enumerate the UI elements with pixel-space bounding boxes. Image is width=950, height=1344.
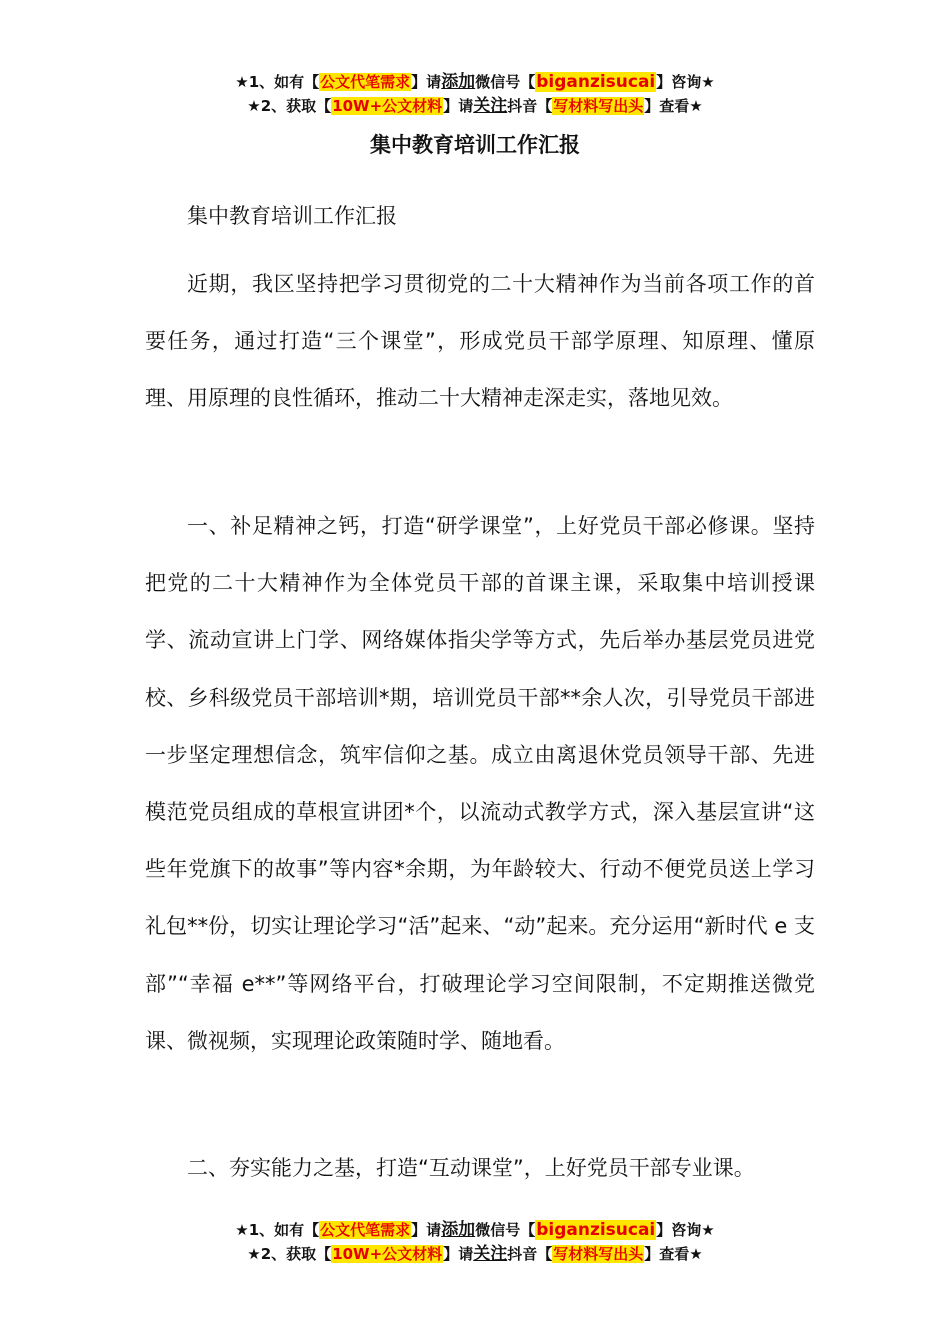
- banner-text: 】查看★: [644, 97, 703, 115]
- paragraph: 一、补足精神之钙，打造“研学课堂”，上好党员干部必修课。坚持把党的二十大精神作为全体党员干部的首课主课，采取集中培训授课学、流动宣讲上门学、网络媒体指尖学等方式，先后举办基层党员进党校、乡科级党员干部培训*期，培训党员干部**余人次，引导党员干部进一步坚定理想信念，筑牢信仰之基。成立由离退休党员领导干部、先进模范党员组成的草根宣讲团*个，以流动式教学方式，深入基层宣讲“这些年党旗下的故事”等内容*余期，为年龄较大、行动不便党员送上学习礼包**份，切实让理论学习“活”起来、“动”起来。充分运用“新时代 e 支部”“幸福 e**”等网络平台，打破理论学习空间限制，不定期推送微党课、微视频，实现理论政策随时学、随地看。: [145, 514, 815, 1053]
- body-paragraph-3: [145, 1140, 815, 1197]
- header-banner: [0, 70, 950, 118]
- subtitle-paragraph: 集中教育培训工作汇报: [187, 204, 397, 228]
- banner-text: ★2、获取【: [247, 97, 332, 115]
- douyin-id-highlight: 写材料写出头: [553, 97, 644, 115]
- banner-line-1: [0, 1218, 950, 1242]
- banner-text: 】咨询★: [656, 1221, 715, 1239]
- underlined-text: 关注: [473, 1244, 508, 1264]
- banner-text: 】请: [411, 1221, 442, 1239]
- body-paragraph-1: [145, 256, 815, 428]
- banner-text: 抖音【: [507, 1245, 553, 1263]
- douyin-id-highlight: 写材料写出头: [553, 1245, 644, 1263]
- banner-text: 】咨询★: [656, 73, 715, 91]
- document-title: 集中教育培训工作汇报: [370, 133, 580, 157]
- banner-text: 】查看★: [644, 1245, 703, 1263]
- banner-text: 】请: [411, 73, 442, 91]
- footer-banner: [0, 1218, 950, 1266]
- wechat-id-highlight: biganzisucai: [536, 1220, 656, 1240]
- banner-text: ★2、获取【: [247, 1245, 332, 1263]
- banner-text: 】请: [443, 1245, 474, 1263]
- document-subtitle: [145, 188, 815, 245]
- banner-line-2: [0, 1242, 950, 1266]
- underlined-text: 添加: [441, 72, 476, 92]
- highlight-text: 10W+公文材料: [332, 97, 443, 115]
- body-paragraph-2: [145, 498, 815, 1070]
- banner-text: 微信号【: [475, 1221, 536, 1239]
- highlight-text: 10W+公文材料: [332, 1245, 443, 1263]
- banner-text: ★1、如有【: [235, 1221, 320, 1239]
- banner-text: 微信号【: [475, 73, 536, 91]
- banner-line-1: [0, 70, 950, 94]
- banner-text: 抖音【: [507, 97, 553, 115]
- banner-line-2: [0, 94, 950, 118]
- paragraph: 近期，我区坚持把学习贯彻党的二十大精神作为当前各项工作的首要任务，通过打造“三个课堂”，形成党员干部学原理、知原理、懂原理、用原理的良性循环，推动二十大精神走深走实，落地见效。: [145, 272, 815, 411]
- highlight-text: 公文代笔需求: [320, 73, 411, 91]
- underlined-text: 添加: [441, 1220, 476, 1240]
- banner-text: ★1、如有【: [235, 73, 320, 91]
- banner-text: 】请: [443, 97, 474, 115]
- underlined-text: 关注: [473, 96, 508, 116]
- highlight-text: 公文代笔需求: [320, 1221, 411, 1239]
- wechat-id-highlight: biganzisucai: [536, 72, 656, 92]
- paragraph: 二、夯实能力之基，打造“互动课堂”，上好党员干部专业课。: [187, 1156, 755, 1180]
